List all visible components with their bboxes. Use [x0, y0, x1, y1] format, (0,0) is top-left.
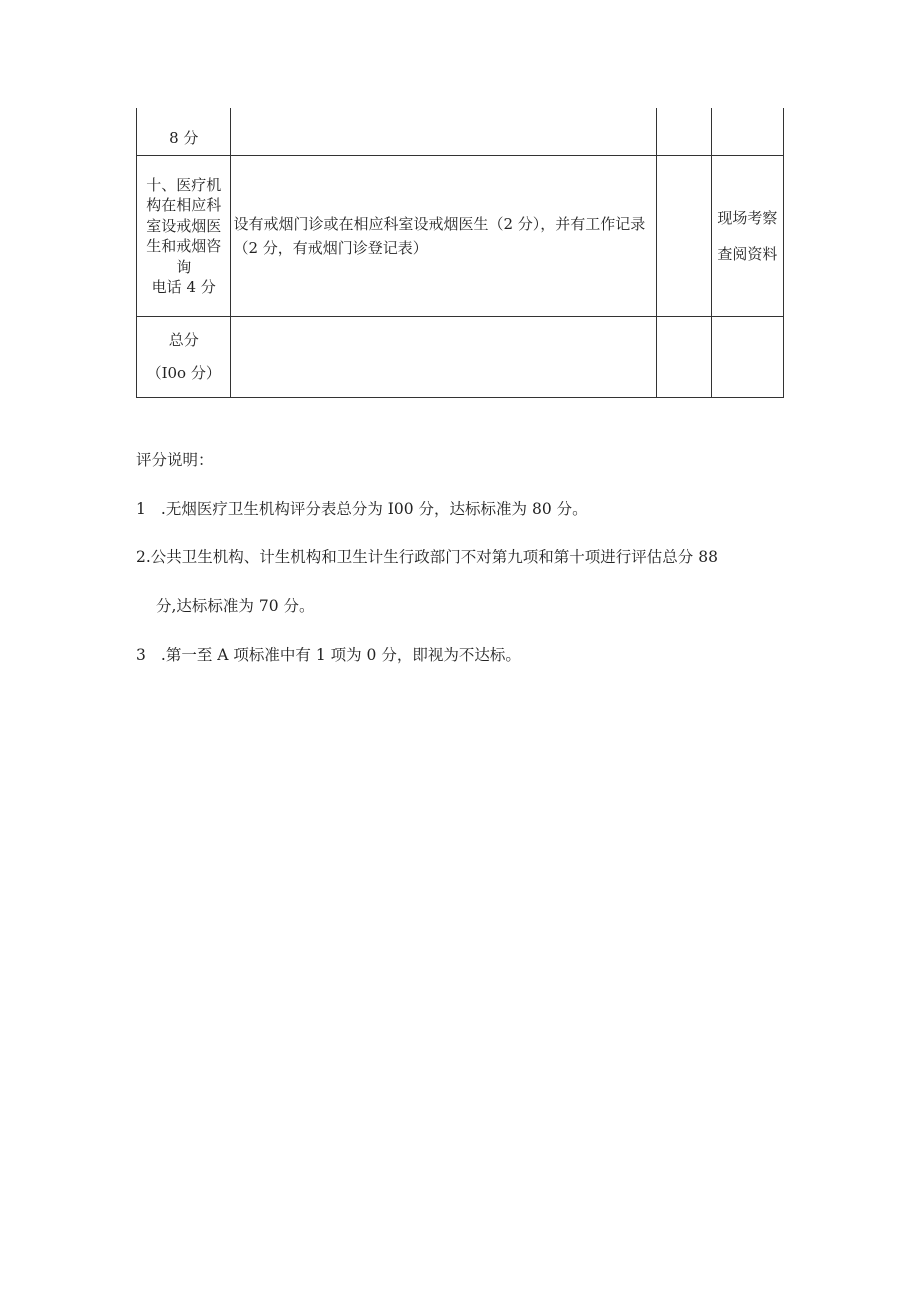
method-cell: [711, 317, 783, 398]
method-cell: [711, 156, 783, 317]
item-cell: [137, 156, 231, 317]
item-text: 构在相应科: [146, 196, 222, 214]
note-text: 分,达标标准为 70 分。: [156, 597, 315, 615]
note-text: .第一至 A 项标准中有 1 项为 0 分，即视为不达标。: [156, 646, 521, 664]
item-text: 询: [176, 257, 192, 276]
method-cell: [711, 108, 783, 156]
item-text: 十、医疗机: [146, 175, 222, 194]
standard-cell: [231, 108, 657, 156]
method-text: 查阅资料: [717, 245, 778, 263]
note-item: [136, 545, 718, 567]
item-text: 生和戒烟咨: [146, 237, 222, 255]
note-text: .无烟医疗卫生机构评分表总分为 I00 分，达标标准为 80 分。: [156, 500, 588, 518]
total-cell: [137, 317, 231, 398]
method-text: 现场考察: [717, 209, 778, 227]
notes-title: 评分说明：: [136, 451, 214, 469]
item-text: 室设戒烟医: [146, 216, 222, 235]
table-row: [137, 317, 784, 398]
standard-text: 设有戒烟门诊或在相应科室设戒烟医生（2 分），并有工作记录（2 分，有戒烟门诊登记表）: [233, 215, 646, 257]
total-points: （I0o 分）: [146, 364, 221, 382]
note-item-continuation: [156, 594, 315, 616]
item-cell: [137, 108, 231, 156]
item-text: 电话 4 分: [151, 278, 216, 296]
item-text: 8 分: [169, 129, 199, 147]
note-number: 1: [136, 500, 146, 518]
score-cell: [657, 156, 711, 317]
note-text: .公共卫生机构、计生机构和卫生计生行政部门不对第九项和第十项进行评估总分 88: [145, 548, 718, 566]
note-number: 2: [136, 548, 146, 566]
score-cell: [657, 317, 711, 398]
table-row: [137, 156, 784, 317]
score-table: [136, 108, 784, 398]
table-row: [137, 108, 784, 156]
standard-cell: [231, 317, 657, 398]
note-item: [136, 497, 588, 519]
note-item: [136, 643, 521, 665]
score-cell: [657, 108, 711, 156]
standard-cell: [231, 156, 657, 317]
total-label: 总分: [168, 331, 199, 349]
note-number: 3: [136, 646, 146, 664]
